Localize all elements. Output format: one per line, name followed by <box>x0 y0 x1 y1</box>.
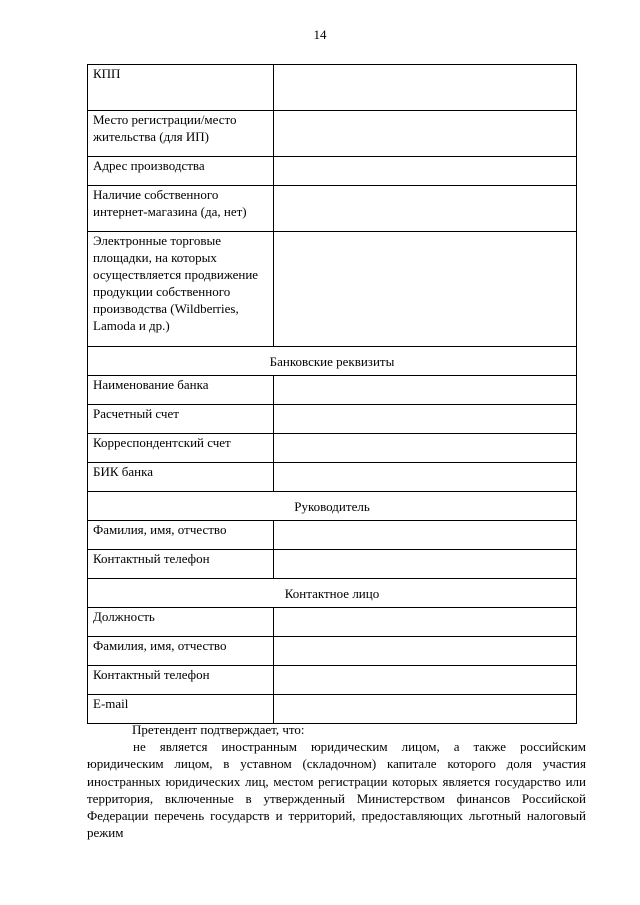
form-field-row <box>88 232 577 347</box>
field-label: Расчетный счет <box>88 405 274 434</box>
field-value-input[interactable] <box>274 463 577 492</box>
field-label: Наименование банка <box>88 376 274 405</box>
form-field-row <box>88 405 577 434</box>
field-label: КПП <box>88 65 274 111</box>
field-value-input[interactable] <box>274 637 577 666</box>
field-value-input[interactable] <box>274 157 577 186</box>
field-label: Корреспондентский счет <box>88 434 274 463</box>
field-label: Наличие собственного интернет-магазина (да, нет) <box>88 186 274 232</box>
field-label: Фамилия, имя, отчество <box>88 637 274 666</box>
form-field-row <box>88 376 577 405</box>
field-label: Место регистрации/место жительства (для ИП) <box>88 111 274 157</box>
field-label: Фамилия, имя, отчество <box>88 521 274 550</box>
statement-body: не является иностранным юридическим лицом, а также российским юридическим лицом, в уставном (складочном) капитале которого доля участия иностранных юридических лиц, местом регистрации которых является государство или территория, включенные в утвержденный Министерством финансов Российской Федерации перечень государств и территорий, предоставляющих льготный налоговый режим <box>87 739 586 841</box>
form-field-row <box>88 434 577 463</box>
field-value-input[interactable] <box>274 434 577 463</box>
application-form-table <box>87 64 577 724</box>
statement-intro: Претендент подтверждает, что: <box>132 722 305 737</box>
form-field-row <box>88 521 577 550</box>
field-value-input[interactable] <box>274 186 577 232</box>
field-label: БИК банка <box>88 463 274 492</box>
field-label: Контактный телефон <box>88 550 274 579</box>
form-field-row <box>88 637 577 666</box>
field-value-input[interactable] <box>274 695 577 724</box>
field-value-input[interactable] <box>274 405 577 434</box>
section-header-row <box>88 579 577 608</box>
form-field-row <box>88 111 577 157</box>
form-field-row <box>88 550 577 579</box>
form-field-row <box>88 157 577 186</box>
section-title: Банковские реквизиты <box>88 347 577 376</box>
page-number: 14 <box>313 27 327 42</box>
form-field-row <box>88 608 577 637</box>
field-value-input[interactable] <box>274 376 577 405</box>
field-label: E-mail <box>88 695 274 724</box>
form-field-row <box>88 463 577 492</box>
section-header-row <box>88 347 577 376</box>
form-field-row <box>88 65 577 111</box>
field-label: Должность <box>88 608 274 637</box>
field-label: Контактный телефон <box>88 666 274 695</box>
section-title: Руководитель <box>88 492 577 521</box>
field-value-input[interactable] <box>274 232 577 347</box>
form-field-row <box>88 695 577 724</box>
applicant-statement <box>87 721 586 841</box>
section-header-row <box>88 492 577 521</box>
field-label: Адрес производства <box>88 157 274 186</box>
field-value-input[interactable] <box>274 608 577 637</box>
field-value-input[interactable] <box>274 550 577 579</box>
field-value-input[interactable] <box>274 65 577 111</box>
section-title: Контактное лицо <box>88 579 577 608</box>
field-value-input[interactable] <box>274 666 577 695</box>
field-label: Электронные торговые площадки, на которых осуществляется продвижение продукции собственного производства (Wildberries, Lamoda и др.) <box>88 232 274 347</box>
form-field-row <box>88 186 577 232</box>
field-value-input[interactable] <box>274 521 577 550</box>
field-value-input[interactable] <box>274 111 577 157</box>
form-field-row <box>88 666 577 695</box>
